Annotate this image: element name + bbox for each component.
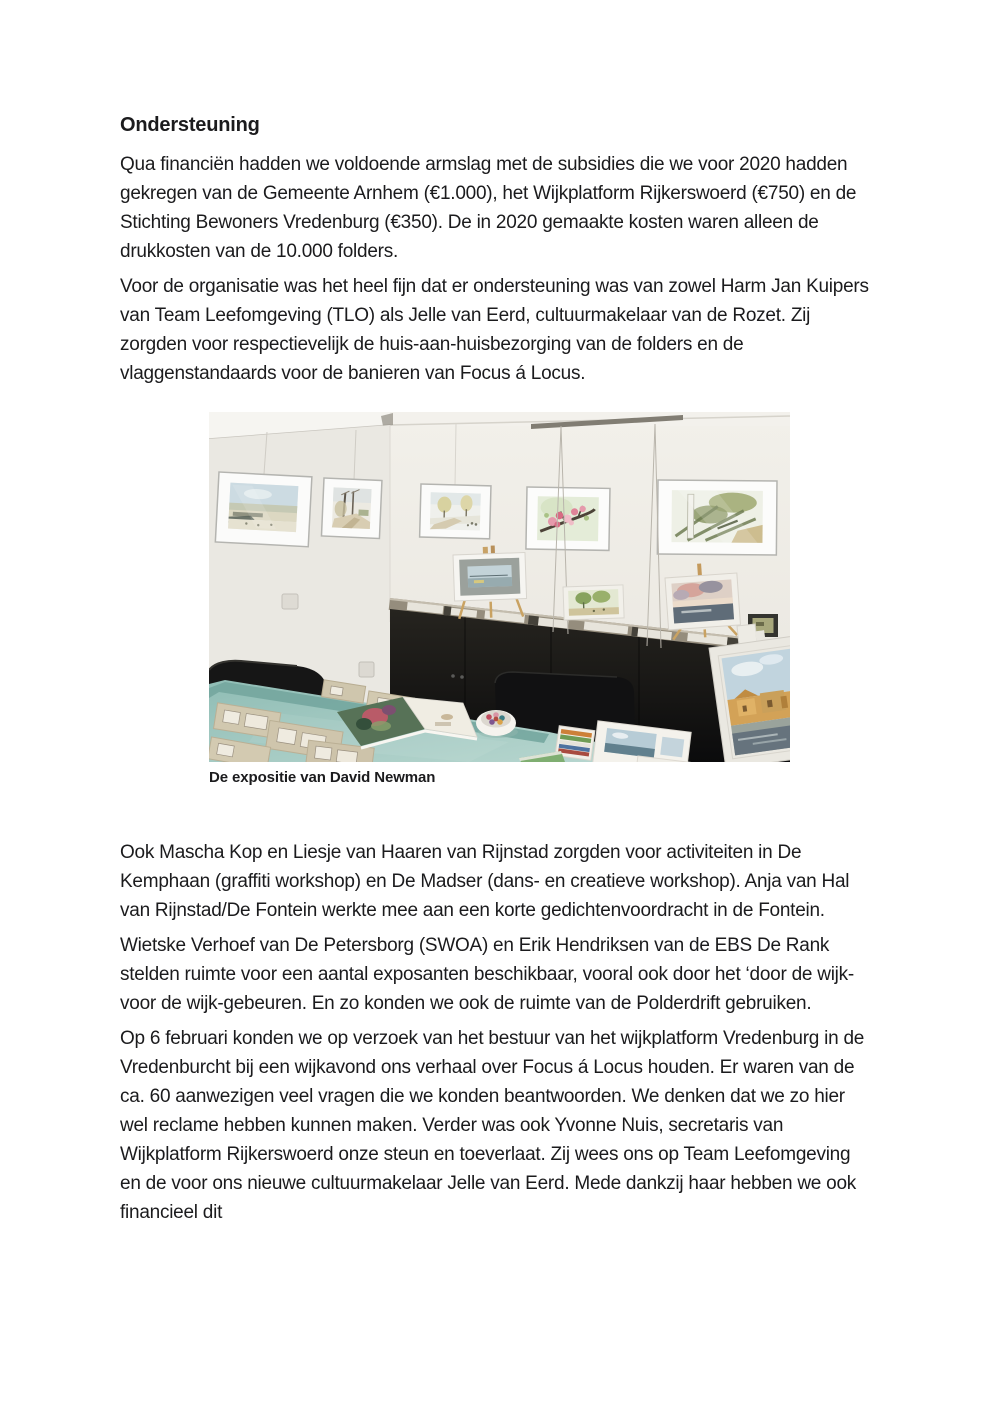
paragraph-organisation: Voor de organisatie was het heel fijn dat er ondersteuning was van zowel Harm Jan Kuipers van Team Leefomgeving (TLO) als Jelle van Eerd, cultuurmakelaar van de Rozet. Zij zorgden voor respectievelijk de huis-aan-huisbezorging van de folders en de vlaggenstandaards voor de banieren van Focus á Locus. — [120, 276, 869, 384]
figure-caption: De expositie van David Newman — [209, 769, 436, 786]
framed-painting-5 — [657, 480, 777, 555]
paragraph-february: Op 6 februari konden we op verzoek van het bestuur van het wijkplatform Vredenburg in de Vredenburcht bij een wijkavond ons verhaal over Focus á Locus houden. Er waren van de ca. 60 aanwezigen veel vragen die we konden beantwoorden. We denken dat we zo hier wel reclame hebben kunnen maken. Verder was ook Yvonne Nuis, secretaris van Wijkplatform Rijkerswoerd onze steun en toeverlaat. Zij wees ons op Team Leefomgeving en de voor ons nieuwe cultuurmakelaar Jelle van Eerd. Mede dankzij haar hebben we ook financieel dit — [120, 1028, 865, 1223]
light-switch — [282, 594, 298, 609]
exhibition-photo — [209, 412, 790, 762]
framed-painting-2 — [321, 478, 381, 538]
figure — [209, 412, 790, 788]
framed-painting-4 — [526, 487, 610, 550]
small-framed-picture — [563, 585, 624, 620]
wall-socket — [359, 662, 374, 677]
page-title: Ondersteuning — [120, 114, 260, 136]
framed-painting-1 — [215, 472, 312, 547]
paragraph-finances: Qua financiën hadden we voldoende armslag met de subsidies die we voor 2020 hadden gekregen van de Gemeente Arnhem (€1.000), het Wijkplatform Rijkerswoerd (€750) en de Stichting Bewoners Vredenburg (€350). De in 2020 gemaakte kosten waren alleen de drukkosten van de 10.000 folders. — [120, 154, 857, 262]
paragraph-locations: Wietske Verhoef van De Petersborg (SWOA) en Erik Hendriksen van de EBS De Rank stelden ruimte voor een aantal exposanten beschikbaar, vooral ook door het ‘door de wijk-voor de wijk-gebeuren. En zo konden we ook de ruimte van de Polderdrift gebruiken. — [120, 935, 854, 1014]
paragraph-activities: Ook Mascha Kop en Liesje van Haaren van Rijnstad zorgden voor activiteiten in De Kemphaan (graffiti workshop) en De Madser (dans- en creatieve workshop). Anja van Hal van Rijnstad/De Fontein werkte mee aan een korte gedichtenvoordracht in de Fontein. — [120, 842, 850, 921]
exhibition-photo-scene — [209, 412, 790, 762]
framed-painting-3 — [420, 484, 491, 539]
